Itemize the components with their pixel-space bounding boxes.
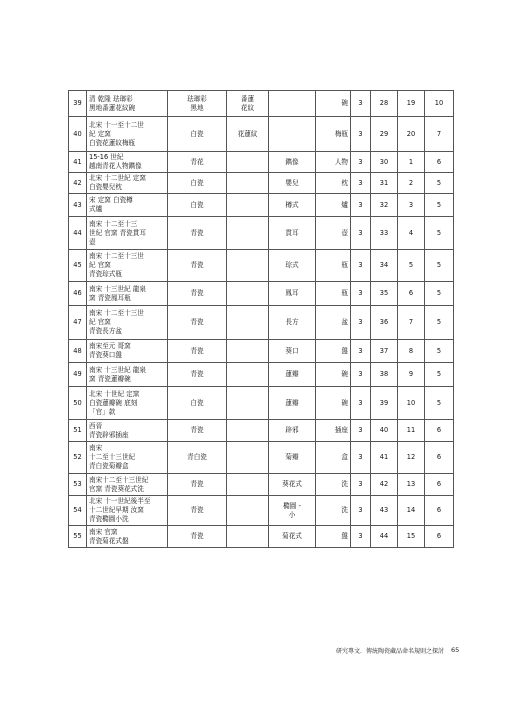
cell-vessel-type: 盤 [316,526,351,548]
cell-shape: 琮式 [269,250,316,282]
cell-value-b: 31 [371,173,398,194]
table-row [69,474,454,496]
cell-number: 52 [69,442,87,474]
cell-value-b: 43 [371,496,398,526]
cell-decoration [227,173,269,194]
cell-object-name: 宋 定窯 白瓷樽 式爐 [87,194,168,217]
cell-value-c: 20 [398,117,425,152]
cell-glaze: 青瓷 [168,217,227,250]
cell-value-d: 5 [425,250,454,282]
cell-shape [269,117,316,152]
cell-vessel-type: 盒 [316,442,351,474]
cell-vessel-type: 插座 [316,420,351,442]
cell-value-a: 3 [351,152,371,173]
cell-decoration [227,217,269,250]
cell-value-b: 35 [371,282,398,306]
running-title: 研究專文．傳統陶瓷藏品命名規則之探討 [335,648,444,655]
cell-shape [269,91,316,117]
cell-glaze: 青瓷 [168,526,227,548]
cell-value-a: 3 [351,217,371,250]
cell-glaze: 青瓷 [168,250,227,282]
cell-value-c: 5 [398,250,425,282]
cell-value-a: 3 [351,496,371,526]
cell-value-a: 3 [351,117,371,152]
cell-decoration [227,474,269,496]
cell-glaze: 青瓷 [168,340,227,363]
cell-value-a: 3 [351,340,371,363]
cell-number: 42 [69,173,87,194]
cell-decoration [227,526,269,548]
table-row [69,420,454,442]
cell-decoration [227,387,269,420]
table-row [69,152,454,173]
cell-value-c: 10 [398,387,425,420]
cell-object-name: 南宋 十三世紀 龍泉 窯 青瓷鳳耳瓶 [87,282,168,306]
cell-decoration [227,496,269,526]
cell-value-c: 2 [398,173,425,194]
cell-decoration [227,282,269,306]
cell-number: 40 [69,117,87,152]
table-row [69,173,454,194]
cell-vessel-type: 洗 [316,496,351,526]
table-row [69,363,454,387]
table-row [69,496,454,526]
cell-value-d: 5 [425,282,454,306]
cell-decoration [227,306,269,340]
cell-value-c: 19 [398,91,425,117]
cell-value-b: 33 [371,217,398,250]
cell-glaze: 青瓷 [168,420,227,442]
cell-shape: 辟邪 [269,420,316,442]
cell-glaze: 青瓷 [168,282,227,306]
cell-decoration [227,442,269,474]
cell-value-d: 5 [425,340,454,363]
cell-decoration [227,420,269,442]
cell-value-c: 15 [398,526,425,548]
cell-value-b: 29 [371,117,398,152]
cell-object-name: 南宋 十二至十三世 紀 官窯 青瓷長方盆 [87,306,168,340]
cell-number: 47 [69,306,87,340]
cell-glaze: 青瓷 [168,306,227,340]
cell-vessel-type: 碗 [316,363,351,387]
cell-value-b: 28 [371,91,398,117]
cell-number: 51 [69,420,87,442]
cell-glaze: 珐瑯彩 黑地 [168,91,227,117]
cell-object-name: 北宋 十世紀 定窯 白瓷蓮瓣碗 底刻 「官」款 [87,387,168,420]
cell-value-c: 7 [398,306,425,340]
cell-number: 45 [69,250,87,282]
cell-vessel-type: 碗 [316,91,351,117]
cell-shape: 菊花式 [269,526,316,548]
cell-decoration [227,152,269,173]
cell-number: 49 [69,363,87,387]
cell-number: 48 [69,340,87,363]
cell-vessel-type: 盆 [316,306,351,340]
cell-value-d: 5 [425,306,454,340]
cell-value-d: 5 [425,217,454,250]
cell-vessel-type: 爐 [316,194,351,217]
table-row [69,91,454,117]
cell-glaze: 白瓷 [168,117,227,152]
cell-value-c: 12 [398,442,425,474]
cell-vessel-type: 瓶 [316,282,351,306]
cell-value-d: 7 [425,117,454,152]
cell-object-name: 北宋 十二世紀 定窯 白瓷嬰兒枕 [87,173,168,194]
cell-value-d: 5 [425,194,454,217]
cell-value-a: 3 [351,91,371,117]
cell-shape: 蓮瓣 [269,363,316,387]
cell-value-c: 13 [398,474,425,496]
cell-value-b: 37 [371,340,398,363]
cell-value-c: 11 [398,420,425,442]
cell-value-d: 6 [425,420,454,442]
cell-shape: 貫耳 [269,217,316,250]
cell-value-b: 44 [371,526,398,548]
cell-vessel-type: 瓶 [316,250,351,282]
cell-vessel-type: 枕 [316,173,351,194]
cell-value-a: 3 [351,250,371,282]
cell-shape: 鳳耳 [269,282,316,306]
table-row [69,306,454,340]
cell-value-a: 3 [351,442,371,474]
cell-number: 41 [69,152,87,173]
cell-value-a: 3 [351,363,371,387]
cell-decoration: 花蓮紋 [227,117,269,152]
cell-value-a: 3 [351,474,371,496]
cell-value-d: 6 [425,496,454,526]
cell-value-d: 6 [425,526,454,548]
cell-value-b: 36 [371,306,398,340]
table-row [69,526,454,548]
cell-value-c: 9 [398,363,425,387]
cell-value-a: 3 [351,387,371,420]
table-row [69,387,454,420]
cell-value-b: 38 [371,363,398,387]
cell-number: 54 [69,496,87,526]
cell-value-b: 42 [371,474,398,496]
cell-value-b: 30 [371,152,398,173]
cell-shape: 蓮瓣 [269,387,316,420]
cell-object-name: 南宋至元 哥窯 青瓷葵口盤 [87,340,168,363]
cell-value-d: 5 [425,363,454,387]
table-row [69,194,454,217]
cell-vessel-type: 碗 [316,387,351,420]
table-row [69,217,454,250]
cell-value-a: 3 [351,420,371,442]
cell-shape: 橢圓 - 小 [269,496,316,526]
cell-value-c: 1 [398,152,425,173]
cell-vessel-type: 梅瓶 [316,117,351,152]
cell-decoration [227,363,269,387]
cell-value-a: 3 [351,194,371,217]
cell-object-name: 北宋 十一世紀後半至 十二世紀早期 汝窯 青瓷橢圓小洗 [87,496,168,526]
cell-shape: 菊瓣 [269,442,316,474]
cell-number: 53 [69,474,87,496]
cell-object-name: 南宋十二至十三世紀 官窯 青瓷葵花式洗 [87,474,168,496]
cell-value-b: 39 [371,387,398,420]
table-row [69,250,454,282]
cell-vessel-type: 洗 [316,474,351,496]
cell-value-b: 32 [371,194,398,217]
cell-value-d: 6 [425,474,454,496]
cell-vessel-type: 盤 [316,340,351,363]
cell-object-name: 南宋 官窯 青瓷菊花式盤 [87,526,168,548]
cell-value-d: 6 [425,152,454,173]
cell-number: 50 [69,387,87,420]
cell-value-a: 3 [351,173,371,194]
cell-shape: 葵花式 [269,474,316,496]
cell-glaze: 白瓷 [168,194,227,217]
cell-value-c: 8 [398,340,425,363]
cell-glaze: 青瓷 [168,363,227,387]
cell-vessel-type: 壺 [316,217,351,250]
cell-decoration [227,194,269,217]
table-row [69,117,454,152]
table-row [69,442,454,474]
cell-number: 46 [69,282,87,306]
table-body [69,91,454,548]
cell-glaze: 青瓷 [168,496,227,526]
catalog-table [68,90,454,548]
cell-shape: 樽式 [269,194,316,217]
cell-shape: 鐫像 [269,152,316,173]
cell-glaze: 白瓷 [168,387,227,420]
cell-value-c: 4 [398,217,425,250]
cell-number: 55 [69,526,87,548]
cell-value-b: 34 [371,250,398,282]
page-number: 65 [451,646,460,654]
cell-object-name: 清 乾隆 珐瑯彩 黑地番蓮花紋碗 [87,91,168,117]
cell-value-a: 3 [351,526,371,548]
cell-shape: 長方 [269,306,316,340]
cell-value-b: 40 [371,420,398,442]
table-row [69,282,454,306]
cell-value-c: 14 [398,496,425,526]
cell-number: 43 [69,194,87,217]
cell-number: 39 [69,91,87,117]
cell-value-d: 10 [425,91,454,117]
cell-value-a: 3 [351,306,371,340]
cell-object-name: 南宋 十二至十三世紀 青白瓷菊瓣盒 [87,442,168,474]
cell-glaze: 青瓷 [168,474,227,496]
cell-number: 44 [69,217,87,250]
cell-value-c: 6 [398,282,425,306]
cell-object-name: 南宋 十三世紀 龍泉 窯 青瓷蓮瓣碗 [87,363,168,387]
cell-value-c: 3 [398,194,425,217]
cell-value-d: 6 [425,442,454,474]
cell-shape: 葵口 [269,340,316,363]
cell-glaze: 白瓷 [168,173,227,194]
cell-value-b: 41 [371,442,398,474]
cell-glaze: 青白瓷 [168,442,227,474]
cell-object-name: 南宋 十二至十三世 紀 官窯 青瓷琮式瓶 [87,250,168,282]
cell-object-name: 15-16 世紀 越南青花人物鐫像 [87,152,168,173]
cell-decoration [227,250,269,282]
cell-shape: 嬰兒 [269,173,316,194]
cell-object-name: 南宋 十二至十三 世紀 官窯 青瓷貫耳 壺 [87,217,168,250]
cell-object-name: 北宋 十一至十二世 紀 定窯 白瓷花蓮紋梅瓶 [87,117,168,152]
cell-decoration: 番蓮 花紋 [227,91,269,117]
table-row [69,340,454,363]
cell-value-d: 5 [425,387,454,420]
page-footer [0,646,512,658]
cell-decoration [227,340,269,363]
cell-value-a: 3 [351,282,371,306]
cell-vessel-type: 人物 [316,152,351,173]
cell-glaze: 青花 [168,152,227,173]
cell-value-d: 5 [425,173,454,194]
cell-object-name: 西晉 青瓷辟邪插座 [87,420,168,442]
